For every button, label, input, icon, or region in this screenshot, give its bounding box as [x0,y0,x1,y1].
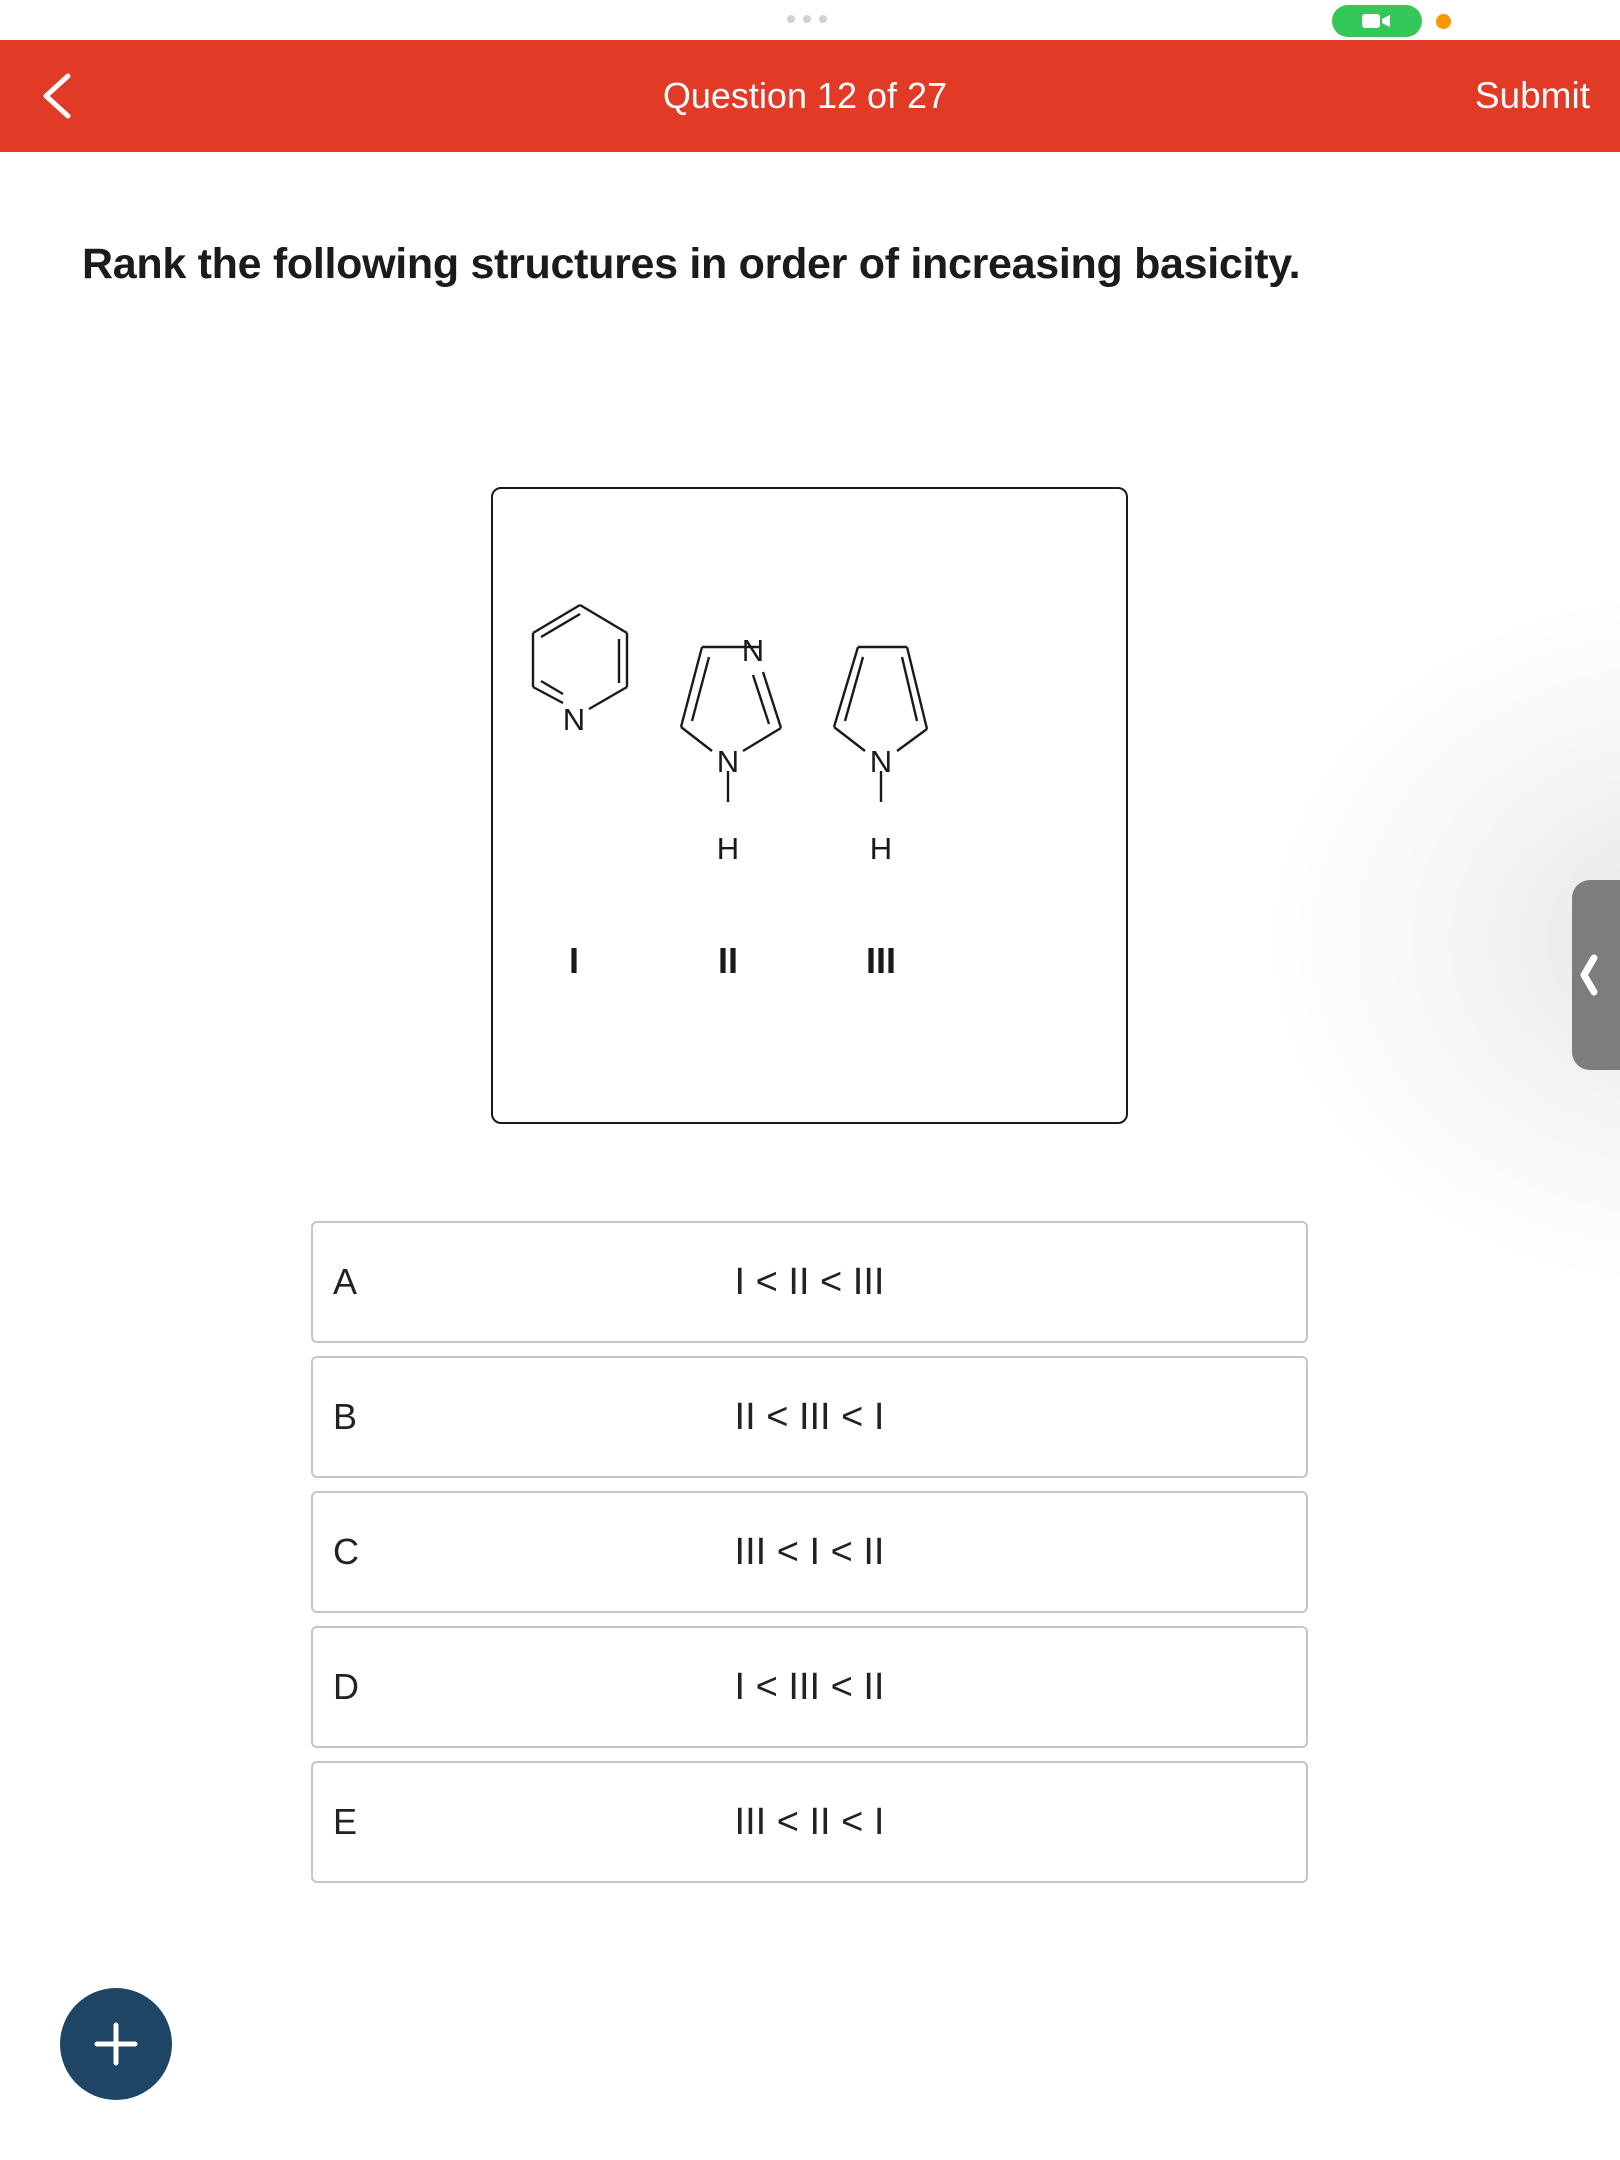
multitasking-dots[interactable] [787,15,827,23]
imidazole-nitrogen-1: N [716,744,740,779]
imidazole-hydrogen: H [716,831,740,866]
camera-indicator[interactable] [1332,5,1422,37]
mic-indicator-dot [1436,14,1451,29]
add-button[interactable] [60,1988,172,2100]
submit-button[interactable]: Submit [1475,40,1590,152]
panel-shadow [1230,560,1620,1320]
option-d[interactable] [311,1626,1308,1748]
option-letter: A [333,1261,358,1302]
header-bar [0,40,1620,152]
option-text: I < III < II [734,1666,885,1708]
structure-label-1: I [568,940,580,981]
option-letter: D [333,1666,359,1707]
side-panel-handle[interactable] [1572,880,1620,1070]
option-e[interactable] [311,1761,1308,1883]
option-letter: E [333,1801,358,1842]
option-c[interactable] [311,1491,1308,1613]
option-text: III < II < I [734,1801,885,1843]
option-letter: B [333,1396,358,1437]
question-prompt: Rank the following structures in order of increasing basicity. [82,240,1301,288]
pyridine-nitrogen: N [562,702,586,737]
option-b[interactable] [311,1356,1308,1478]
pyridine-structure [533,605,627,709]
option-text: I < II < III [734,1261,885,1303]
option-a[interactable] [311,1221,1308,1343]
pyrrole-hydrogen: H [869,831,893,866]
video-camera-icon [1360,11,1394,31]
pyrrole-nitrogen: N [869,744,893,779]
option-text: III < I < II [734,1531,885,1573]
page-title: Question 12 of 27 [662,75,948,116]
plus-icon [91,2019,141,2069]
structures-figure [491,487,1128,1124]
option-text: II < III < I [734,1396,885,1438]
structure-label-3: III [865,940,897,981]
chevron-left-icon [1572,880,1620,1070]
imidazole-nitrogen-3: N [741,633,765,668]
option-letter: C [333,1531,359,1572]
structure-label-2: II [717,940,739,981]
